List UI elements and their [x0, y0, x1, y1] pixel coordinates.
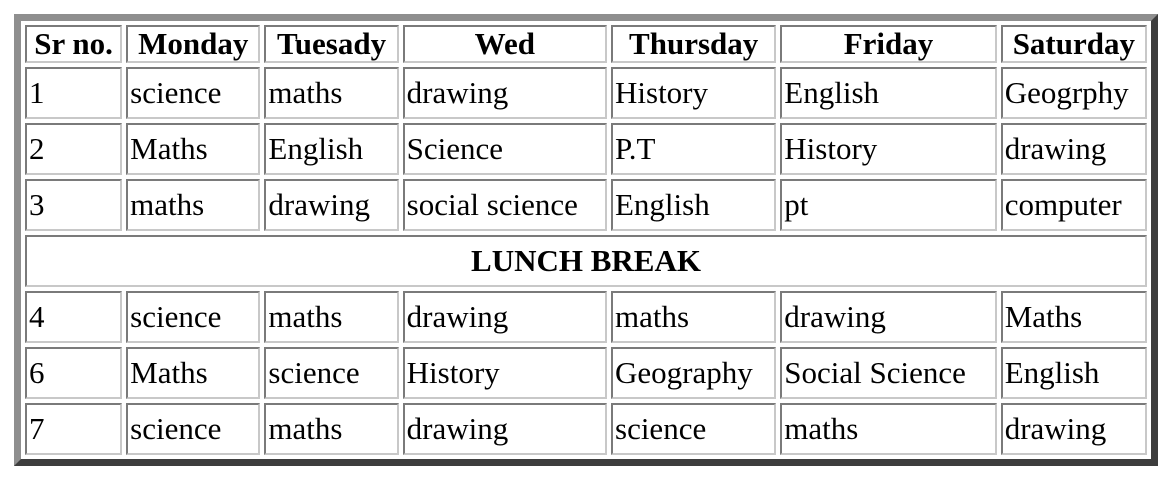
- table-cell: 6: [25, 347, 122, 399]
- table-cell: Geography: [611, 347, 776, 399]
- table-cell: English: [611, 179, 776, 231]
- table-cell: English: [1001, 347, 1147, 399]
- table-cell: drawing: [1001, 123, 1147, 175]
- table-cell: maths: [264, 403, 398, 455]
- table-cell: History: [780, 123, 996, 175]
- table-cell: drawing: [403, 403, 607, 455]
- header-cell: Sr no.: [25, 25, 122, 63]
- table-cell: 7: [25, 403, 122, 455]
- header-row: [25, 25, 1147, 63]
- table-cell: 2: [25, 123, 122, 175]
- table-cell: science: [126, 291, 260, 343]
- table-cell: English: [780, 67, 996, 119]
- table-cell: P.T: [611, 123, 776, 175]
- header-cell: Monday: [126, 25, 260, 63]
- table-cell: science: [126, 403, 260, 455]
- table-cell: drawing: [780, 291, 996, 343]
- table-cell: drawing: [1001, 403, 1147, 455]
- header-cell: Friday: [780, 25, 996, 63]
- table-cell: History: [611, 67, 776, 119]
- table-cell: computer: [1001, 179, 1147, 231]
- table-cell: science: [126, 67, 260, 119]
- table-cell: maths: [611, 291, 776, 343]
- table-cell: 4: [25, 291, 122, 343]
- table-cell: science: [264, 347, 398, 399]
- table-cell: social science: [403, 179, 607, 231]
- header-cell: Thursday: [611, 25, 776, 63]
- table-row: [25, 403, 1147, 455]
- table-cell: maths: [780, 403, 996, 455]
- header-cell: Saturday: [1001, 25, 1147, 63]
- table-cell: History: [403, 347, 607, 399]
- lunch-break-label: LUNCH BREAK: [25, 235, 1147, 287]
- table-cell: Science: [403, 123, 607, 175]
- table-cell: maths: [264, 67, 398, 119]
- table-row: [25, 291, 1147, 343]
- table-row: [25, 179, 1147, 231]
- header-cell: Wed: [403, 25, 607, 63]
- table-cell: Social Science: [780, 347, 996, 399]
- table-cell: drawing: [403, 291, 607, 343]
- table-cell: science: [611, 403, 776, 455]
- table-row: [25, 123, 1147, 175]
- table-row: [25, 347, 1147, 399]
- table-cell: drawing: [403, 67, 607, 119]
- table-cell: 1: [25, 67, 122, 119]
- header-cell: Tuesady: [264, 25, 398, 63]
- table-cell: Maths: [126, 123, 260, 175]
- table-cell: drawing: [264, 179, 398, 231]
- table-cell: Geogrphy: [1001, 67, 1147, 119]
- table-cell: pt: [780, 179, 996, 231]
- table-cell: English: [264, 123, 398, 175]
- table-row: [25, 67, 1147, 119]
- table-cell: maths: [264, 291, 398, 343]
- table-cell: Maths: [1001, 291, 1147, 343]
- lunch-break-row: [25, 235, 1147, 287]
- timetable-frame: [14, 14, 1158, 466]
- timetable: [21, 21, 1151, 459]
- table-cell: 3: [25, 179, 122, 231]
- table-cell: maths: [126, 179, 260, 231]
- table-cell: Maths: [126, 347, 260, 399]
